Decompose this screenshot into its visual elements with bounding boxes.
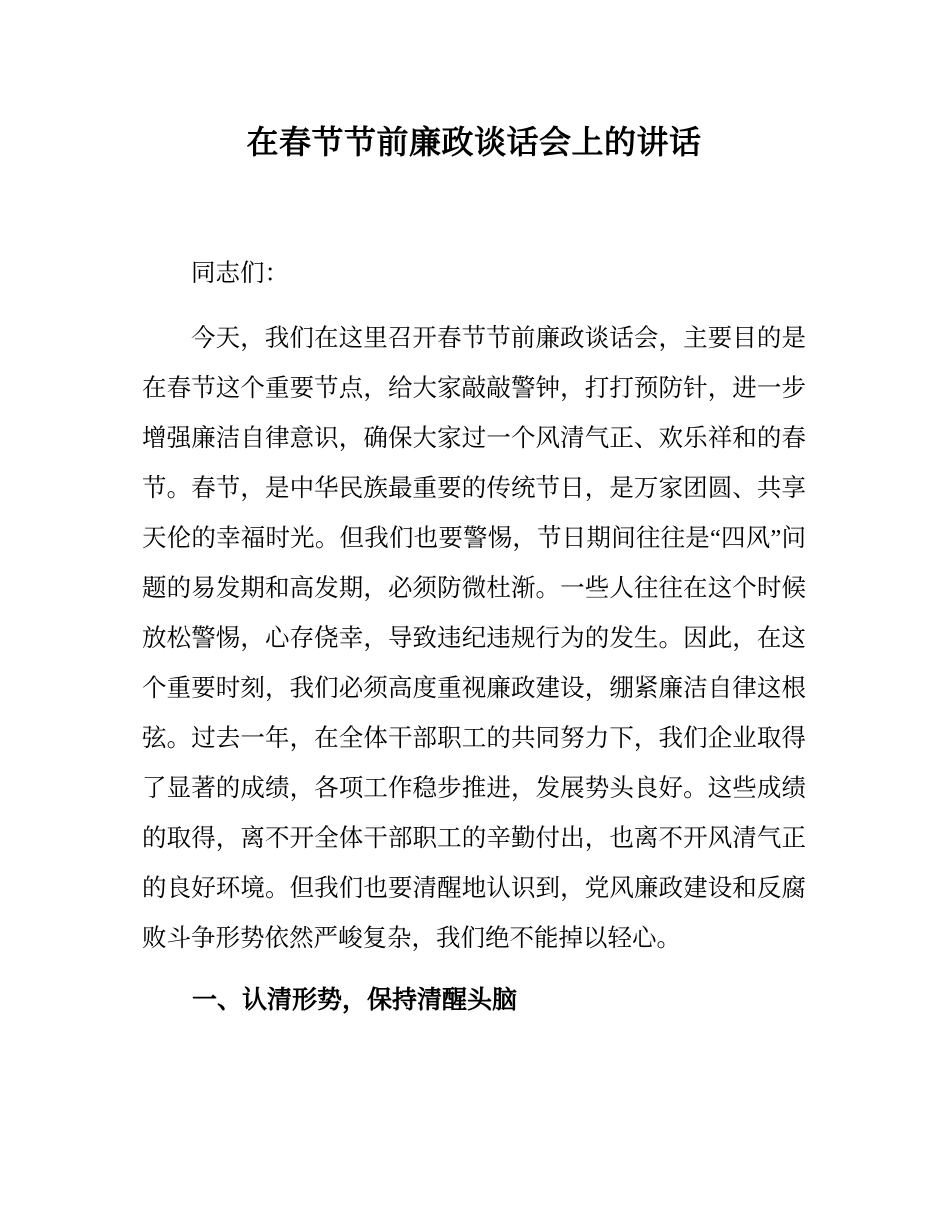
document-title: 在春节节前廉政谈话会上的讲话 [246,124,702,160]
body-paragraph: 今天，我们在这里召开春节节前廉政谈话会，主要目的是在春节这个重要节点，给大家敲敲警钟，打打预防针，进一步增强廉洁自律意识，确保大家过一个风清气正、欢乐祥和的春节。春节，是中华民族最重要的传统节日，是万家团圆、共享天伦的幸福时光。但我们也要警惕，节日期间往往是“四风”问题的易发期和高发期，必须防微杜渐。一些人往往在这个时候放松警惕，心存侥幸，导致违纪违规行为的发生。因此，在这个重要时刻，我们必须高度重视廉政建设，绷紧廉洁自律这根弦。过去一年，在全体干部职工的共同努力下，我们企业取得了显著的成绩，各项工作稳步推进，发展势头良好。这些成绩的取得，离不开全体干部职工的辛勤付出，也离不开风清气正的良好环境。但我们也要清醒地认识到，党风廉政建设和反腐败斗争形势依然严峻复杂，我们绝不能掉以轻心。 [142,325,806,952]
section-heading-1: 一、认清形势，保持清醒头脑 [192,986,518,1014]
salutation-line: 同志们： [191,260,289,287]
